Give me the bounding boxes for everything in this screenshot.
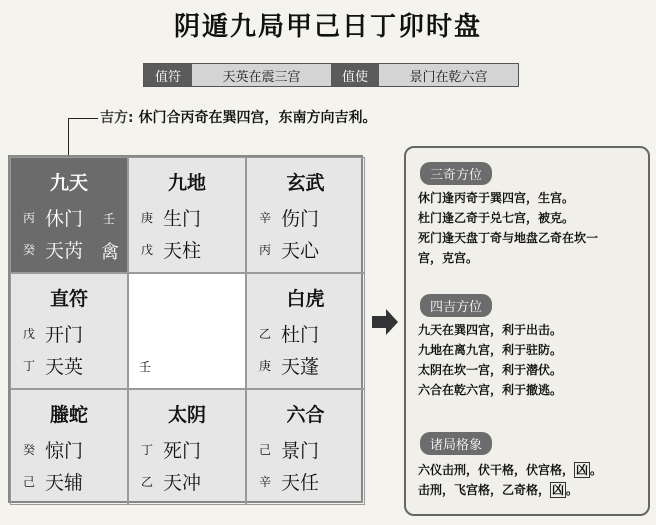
leader-line-vertical: [68, 118, 69, 156]
section-title-geju: 诸局格象: [420, 432, 492, 455]
earth-stem-2: 己: [23, 475, 36, 489]
palace-star: 天任: [281, 472, 320, 494]
palace-door: 死门: [163, 440, 202, 462]
earth-stem-2: 乙: [141, 475, 154, 489]
palace-gen-8: [10, 389, 128, 505]
geju-text-1: 六仪击刑，伏干格，伏宫格，: [418, 463, 575, 477]
earth-stem-2: 丁: [23, 359, 36, 373]
analysis-panel: [404, 146, 650, 516]
earth-stem: 癸: [23, 443, 36, 457]
section-title-siji: 四吉方位: [420, 294, 492, 317]
earth-stem-2: 戊: [141, 243, 154, 257]
palace-door: 景门: [281, 440, 320, 462]
zhifu-value: 天英在震三宫: [192, 64, 331, 86]
section-text-geju: [418, 460, 646, 500]
text-line: 休门逢丙奇于巽四宫，生宫。: [418, 191, 575, 205]
palace-star: 天蓬: [281, 356, 320, 378]
text-line: 击刑，飞宫格，乙奇格， 凶 。: [418, 483, 579, 497]
section-text-sanqi: [418, 188, 646, 268]
palace-kun-2: [246, 157, 365, 273]
palace-deity: 螣蛇: [49, 404, 88, 426]
zhishi-label: 值使: [331, 64, 379, 86]
section-title-sanqi: 三奇方位: [420, 162, 492, 185]
palace-door: 开门: [45, 324, 84, 346]
text-line: 死门逢天盘丁奇与地盘乙奇在坎一: [418, 231, 599, 245]
earth-stem-2: 庚: [259, 359, 272, 373]
earth-stem-2: 辛: [259, 475, 272, 489]
palace-center-5: [128, 273, 246, 389]
auspicious-text: 休门合丙奇在巽四宫，东南方向吉利。: [138, 110, 377, 126]
earth-stem: 丁: [141, 443, 154, 457]
palace-star: 天芮: [45, 240, 84, 262]
palace-star: 天冲: [163, 472, 202, 494]
text-line: 九天在巽四宫，利于出击。: [418, 323, 563, 337]
center-stem: 壬: [139, 360, 152, 374]
zhifu-label: 值符: [144, 64, 192, 86]
palace-door: 生门: [163, 208, 202, 230]
auspicious-direction: [100, 107, 376, 127]
text-line: 九地在离九宫，利于驻防。: [418, 343, 563, 357]
palace-deity: 九天: [49, 172, 88, 194]
text-line: 六合在乾六宫，利于撤逃。: [418, 383, 563, 397]
palace-deity: 太阴: [167, 404, 206, 426]
palace-deity: 玄武: [286, 172, 325, 194]
palace-li-9: [128, 157, 246, 273]
earth-stem: 戊: [23, 327, 36, 341]
palace-qian-6: [246, 389, 365, 505]
text-line: 杜门逢乙奇于兑七宫，被克。: [418, 211, 575, 225]
palace-deity: 六合: [286, 404, 325, 426]
verdict-mark: 凶: [576, 463, 589, 477]
page-title: 阴遁九局甲己日丁卯时盘: [173, 12, 482, 42]
earth-stem: 庚: [141, 211, 154, 225]
zhishi-value: 景门在乾六宫: [379, 64, 518, 86]
palace-door: 休门: [45, 208, 84, 230]
earth-stem-2: 癸: [23, 243, 36, 257]
palace-dui-7: [246, 273, 365, 389]
earth-stem: 己: [259, 443, 272, 457]
info-bar: [143, 63, 519, 87]
palace-zhen-3: [10, 273, 128, 389]
palace-deity: 直符: [49, 288, 88, 310]
palace-deity: 九地: [167, 172, 206, 194]
earth-stem-2: 丙: [259, 243, 272, 257]
text-line: 宫，克宫。: [418, 251, 479, 265]
heaven-stem: 壬: [102, 212, 115, 226]
auspicious-key: 吉方:: [100, 110, 134, 126]
leader-line: [68, 118, 98, 119]
palace-star: 天心: [281, 240, 320, 262]
palace-xun-4: [10, 157, 128, 273]
palace-door: 杜门: [281, 324, 320, 346]
palace-door: 伤门: [281, 208, 320, 230]
palace-grid: [8, 155, 363, 503]
palace-deity: 白虎: [286, 288, 325, 310]
palace-star: 天辅: [45, 472, 84, 494]
arrow-right-icon: [370, 307, 400, 337]
palace-kan-1: [128, 389, 246, 505]
text-line: 太阴在坎一宫，利于潜伏。: [418, 363, 563, 377]
verdict-mark: 凶: [552, 483, 565, 497]
section-text-siji: [418, 320, 646, 400]
geju-text-2: 击刑，飞宫格，乙奇格，: [418, 483, 551, 497]
earth-stem: 乙: [259, 327, 272, 341]
earth-stem: 丙: [23, 211, 36, 225]
palace-extra-star: 禽: [101, 242, 119, 263]
palace-star: 天英: [45, 356, 84, 378]
text-line: 六仪击刑，伏干格，伏宫格， 凶 。: [418, 463, 603, 477]
earth-stem: 辛: [259, 211, 272, 225]
palace-door: 惊门: [45, 440, 84, 462]
palace-star: 天柱: [163, 240, 202, 262]
